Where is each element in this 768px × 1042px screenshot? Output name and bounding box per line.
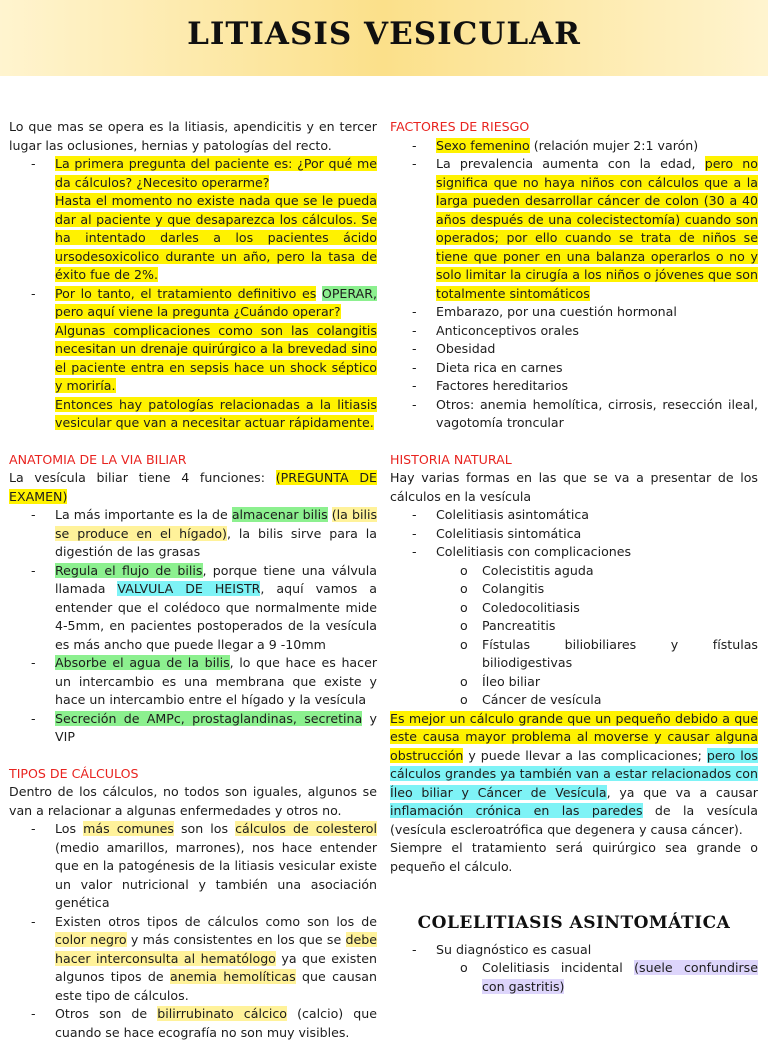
large-stone-paragraph [390, 710, 758, 840]
circle-bullet: o [460, 636, 468, 652]
circle-bullet: o [460, 673, 468, 689]
complication-text: Íleo biliar [482, 673, 541, 689]
heister-valve-highlight: VALVULA DE HEISTR [117, 581, 261, 596]
store-bile-highlight: almacenar bilis [231, 507, 328, 522]
list-item [390, 340, 758, 359]
operar-highlight: OPERAR, [321, 285, 377, 301]
function-text: , la bilis sirve para la digestión de las grasas [55, 525, 377, 559]
dash-bullet: - [31, 710, 36, 726]
list-item [390, 155, 758, 303]
list-item [390, 377, 758, 396]
function-text: La más importante es la de [55, 507, 228, 522]
chronic-inflammation-highlight: inflamación crónica en las paredes [390, 803, 643, 818]
complication-text: Cáncer de vesícula [482, 692, 602, 707]
sub-list-item [390, 691, 758, 710]
asymptomatic-heading: COLELITIASIS ASINTOMÁTICA [417, 913, 731, 933]
anatomy-intro-text: La vesícula biliar tiene 4 funciones: [9, 470, 265, 485]
type-text: son los [180, 821, 229, 836]
calcium-bilirubinate-highlight: bilirrubinato cálcico [157, 1006, 287, 1021]
dash-bullet: - [412, 507, 417, 522]
dash-bullet: - [31, 285, 36, 301]
dash-bullet: - [412, 322, 417, 338]
exam-question-highlight: (PREGUNTA DE EXAMEN) [9, 470, 377, 504]
female-sex-highlight: Sexo femenino [436, 137, 530, 153]
complications-text: Algunas complicaciones como son las colangitis necesitan un drenaje quirúrgico a la brevedad sino el paciente entra en sepsis hace un shock séptico y moriría. [55, 322, 377, 393]
list-item [9, 285, 377, 433]
dash-bullet: - [31, 913, 36, 929]
pathologies-text: Entonces hay patologías relacionadas a la litiasis vesicular que van a necesitar actuar rápidamente. [55, 396, 377, 430]
list-item [9, 913, 377, 1006]
history-text: Colelitiasis asintomática [436, 507, 589, 522]
list-item [390, 137, 758, 156]
type-text: (medio amarillos, marrones), nos hace entender que en la patogénesis de la litiasis vesicular existe un valor nutricional y también una asociación genética [55, 839, 377, 910]
paragraph-text: , ya que va a causar [606, 784, 758, 800]
dash-bullet: - [412, 341, 417, 356]
paragraph-text: de la vesícula (vesícula escleroatrófica que degenera y causa cáncer). [390, 803, 758, 837]
sub-list-item [390, 959, 758, 996]
dash-bullet: - [31, 156, 36, 171]
type-text: que causan este tipo de cálculos. [55, 969, 377, 1003]
circle-bullet: o [460, 599, 468, 615]
diagnosis-text: Su diagnóstico es casual [436, 941, 592, 957]
stone-types-heading: TIPOS DE CÁLCULOS [9, 765, 139, 781]
complication-text: Fístulas biliobiliares y fístulas biliodigestivas [482, 636, 758, 670]
type-text: ya que existen algunos tipos de [55, 950, 377, 984]
natural-history-intro: Hay varias formas en las que se va a presentar de los cálculos en la vesícula [390, 470, 758, 504]
dash-bullet: - [412, 359, 417, 375]
left-column [9, 118, 377, 1042]
page-title: LITIASIS VESICULAR [187, 16, 581, 52]
list-item [390, 303, 758, 322]
children-note-highlight: pero no significa que no haya niños con cálculos que a la larga pueden desarrollar cáncer de colon (30 a 40 años después de una colecistectomía) cuando son operados; por ello cuando se trata de niños se tiene que poner en una balanza operarlos o no y solo limitar la cirugía a los niños o jóvenes que son totalmente sintomáticos [436, 156, 758, 301]
circle-bullet: o [460, 562, 468, 578]
type-text: y más consistentes en los que se [130, 932, 342, 947]
when-operate-text: pero aquí viene la pregunta ¿Cuándo operar? [55, 304, 341, 319]
most-common-highlight: más comunes [83, 821, 174, 836]
list-item [390, 322, 758, 341]
dash-bullet: - [412, 378, 417, 393]
treatment-note-text: Hasta el momento no existe nada que se le pueda dar al paciente y que desaparezca los cálculos. Se ha intentado darles a los pacientes ácido ursodesoxicolico durante un año, pero la tasa de éxito fue de 2%. [55, 193, 377, 282]
sub-list-item [390, 580, 758, 599]
sub-list-item [390, 562, 758, 581]
dash-bullet: - [31, 507, 36, 522]
paragraph-text: y puede llevar a las complicaciones; [468, 747, 702, 763]
function-text: , aquí vamos a entender que el colédoco que normalmente mide 4-5mm, en pacientes postoperados de la vesícula es más ancho que puede llegar a 9 -10mm [55, 581, 377, 652]
dash-bullet: - [31, 1006, 36, 1021]
risk-factors-heading: FACTORES DE RIESGO [390, 119, 530, 134]
circle-bullet: o [460, 581, 468, 596]
function-text: y VIP [55, 710, 377, 744]
anatomy-heading: ANATOMIA DE LA VIA BILIAR [9, 451, 187, 467]
first-question-text: La primera pregunta del paciente es: ¿Por qué me da cálculos? ¿Necesito operarme? [55, 156, 377, 190]
risk-text: Anticonceptivos orales [436, 322, 579, 338]
sub-list-item [390, 617, 758, 636]
list-item [9, 562, 377, 655]
list-item [9, 155, 377, 285]
complication-text: Pancreatitis [482, 618, 556, 633]
ileus-cancer-highlight: pero los cálculos grandes ya también van a estar relacionados con Íleo biliar y Cáncer de Vesícula [390, 747, 758, 800]
natural-history-heading: HISTORIA NATURAL [390, 451, 512, 467]
circle-bullet: o [460, 960, 468, 975]
regulate-flow-highlight: Regula el flujo de bilis [55, 562, 203, 578]
dash-bullet: - [31, 562, 36, 578]
list-item [390, 543, 758, 562]
absorb-water-highlight: Absorbe el agua de la bilis [55, 655, 230, 670]
dash-bullet: - [412, 396, 417, 412]
dash-bullet: - [412, 304, 417, 319]
risk-text: Dieta rica en carnes [436, 359, 563, 375]
hemolytic-anemia-highlight: anemia hemolíticas [170, 969, 296, 984]
list-item [9, 820, 377, 913]
circle-bullet: o [460, 692, 468, 707]
gastritis-note-highlight: (suele confundirse con gastritis) [482, 960, 758, 994]
right-column [390, 118, 758, 996]
list-item [9, 506, 377, 562]
list-item [390, 941, 758, 960]
title-banner [0, 0, 768, 76]
black-color-highlight: color negro [55, 932, 127, 947]
circle-bullet: o [460, 618, 468, 633]
dash-bullet: - [412, 941, 417, 957]
risk-text: (relación mujer 2:1 varón) [533, 137, 699, 153]
intro-paragraph: Lo que mas se opera es la litiasis, apendicitis y en tercer lugar las oclusiones, hernias y patologías del recto. [9, 119, 377, 153]
dash-bullet: - [31, 821, 36, 836]
liver-note-highlight: (la bilis se produce en el hígado) [55, 507, 377, 541]
list-item [390, 525, 758, 544]
complication-text: Colecistitis aguda [482, 562, 594, 578]
history-text: Colelitiasis sintomática [436, 525, 582, 541]
list-item [390, 359, 758, 378]
function-text: , porque tiene una válvula llamada [55, 562, 377, 596]
sub-list-item [390, 636, 758, 673]
incidental-text: Colelitiasis incidental [482, 960, 623, 975]
list-item [9, 710, 377, 747]
risk-text: Factores hereditarios [436, 378, 569, 393]
risk-text: Otros: anemia hemolítica, cirrosis, resección ileal, vagotomía troncular [436, 396, 758, 430]
risk-text: Embarazo, por una cuestión hormonal [436, 304, 677, 319]
complication-text: Coledocolitiasis [482, 599, 580, 615]
dash-bullet: - [412, 544, 417, 559]
anatomy-intro [9, 469, 377, 506]
risk-text: La prevalencia aumenta con la edad, [436, 156, 696, 171]
sub-list-item [390, 673, 758, 692]
stone-types-intro: Dentro de los cálculos, no todos son iguales, algunos se van a relacionar a algunas enfermedades y otros no. [9, 784, 377, 818]
type-text: Existen otros tipos de cálculos como son los de [55, 913, 377, 929]
list-item [9, 654, 377, 710]
surgical-treatment-paragraph: Siempre el tratamiento será quirúrgico sea grande o pequeño el cálculo. [390, 840, 758, 874]
cholesterol-highlight: cálculos de colesterol [235, 821, 377, 836]
dash-bullet: - [31, 655, 36, 670]
type-text: Los [55, 821, 77, 836]
history-text: Colelitiasis con complicaciones [436, 544, 632, 559]
complication-text: Colangitis [482, 581, 545, 596]
list-item [390, 506, 758, 525]
function-text: , lo que hace es hacer un intercambio es una membrana que existe y hace un intercambio entre el hígado y la vesícula [55, 655, 377, 707]
list-item [390, 396, 758, 433]
type-text: Otros son de [55, 1006, 148, 1021]
large-stone-highlight: Es mejor un cálculo grande que un pequeño debido a que este causa mayor problema al moverse y causar alguna obstrucción [390, 710, 758, 763]
dash-bullet: - [412, 156, 417, 171]
hematologist-highlight: debe hacer interconsulta al hematólogo [55, 932, 377, 966]
dash-bullet: - [412, 525, 417, 541]
risk-text: Obesidad [436, 341, 496, 356]
dash-bullet: - [412, 137, 417, 153]
sub-list-item [390, 599, 758, 618]
type-text: (calcio) que cuando se hace ecografía no son muy visibles. [55, 1006, 377, 1040]
definitive-treatment-text: Por lo tanto, el tratamiento definitivo es [55, 285, 317, 301]
secretion-highlight: Secreción de AMPc, prostaglandinas, secretina [55, 710, 363, 726]
